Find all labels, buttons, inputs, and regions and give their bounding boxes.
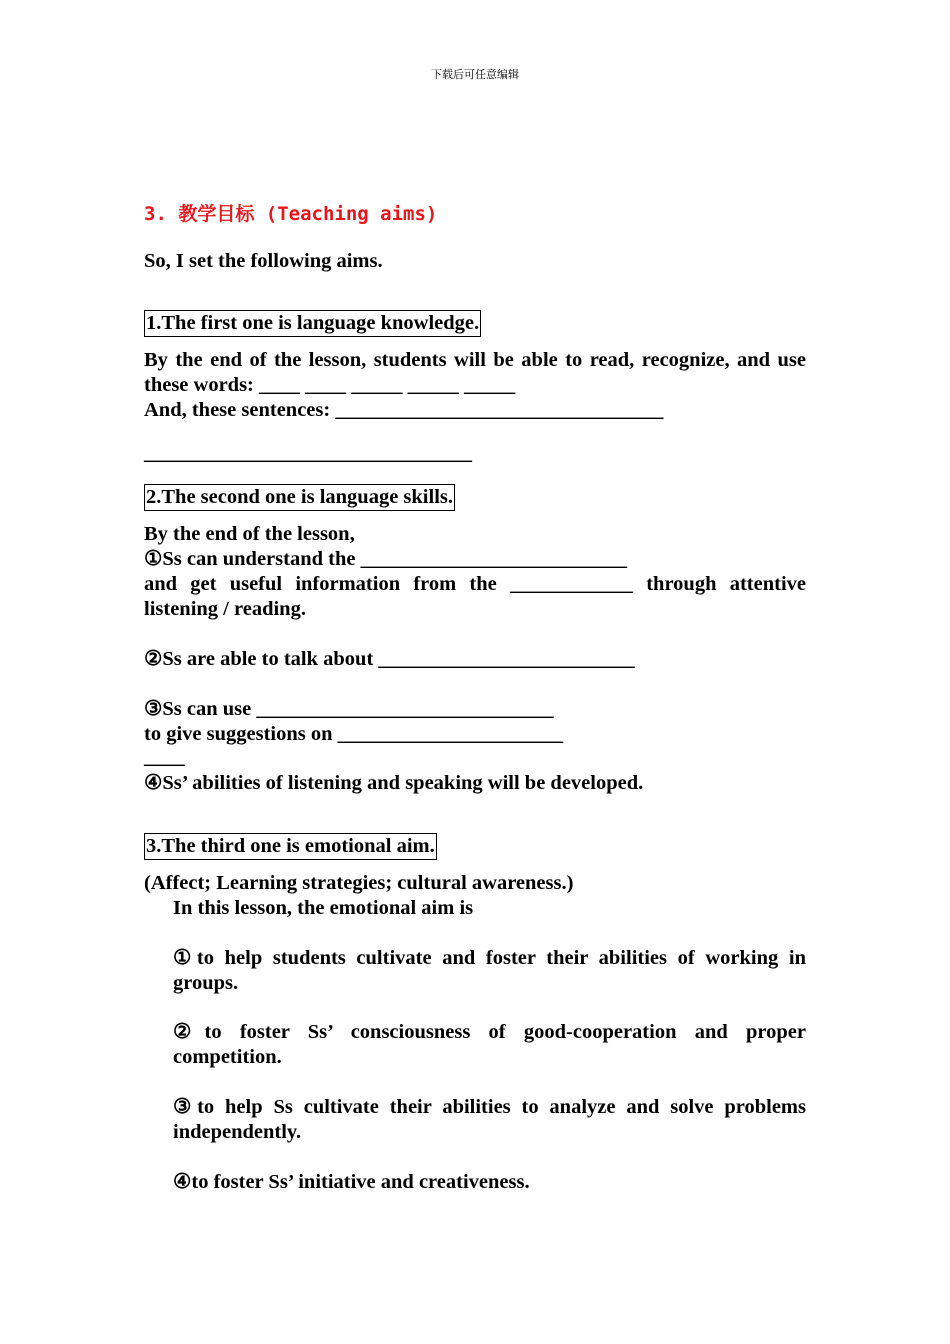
aim3-item4: ④to foster Ss’ initiative and creativeness. [173, 1171, 530, 1193]
aim1-title-box [144, 310, 481, 337]
aim1-body: By the end of the lesson, students will be able to read, recognize, and use these words: ____ ____ _____ _____ _____ [144, 349, 806, 396]
aim2-item3-line1: ③Ss can use _____________________________ [144, 698, 554, 720]
section-title: 3. 教学目标 (Teaching aims) [144, 203, 438, 225]
aim3-subtitle: (Affect; Learning strategies; cultural awareness.) [144, 872, 574, 894]
aim1-sentences: And, these sentences: ________________________________ [144, 399, 664, 421]
aim3-item3: ③to help Ss cultivate their abilities to analyze and solve problems independently. [173, 1096, 806, 1143]
aim3-title: 3.The third one is emotional aim. [144, 833, 437, 860]
page-header: 下载后可任意编辑 [431, 68, 519, 81]
aim3-item2: ②to foster Ss’ consciousness of good-cooperation and proper competition. [173, 1021, 806, 1068]
intro-text: So, I set the following aims. [144, 250, 383, 272]
aim3-lead: In this lesson, the emotional aim is [173, 897, 474, 919]
aim3-item1: ①to help students cultivate and foster their abilities of working in groups. [173, 947, 806, 994]
aim2-item2: ②Ss are able to talk about _________________________ [144, 648, 635, 670]
aim2-title-box [144, 484, 455, 511]
aim2-item3-line2: to give suggestions on ______________________ [144, 723, 564, 745]
aim2-title: 2.The second one is language skills. [144, 484, 455, 511]
aim2-item3-line3: ____ [144, 746, 185, 768]
aim1-title: 1.The first one is language knowledge. [144, 310, 481, 337]
aim2-item1-line1: ①Ss can understand the __________________________ [144, 548, 628, 570]
aim2-item1-line2: and get useful information from the ____________ through attentive listening / reading. [144, 573, 806, 620]
aim2-lead: By the end of the lesson, [144, 523, 355, 545]
aim2-item4: ④Ss’ abilities of listening and speaking will be developed. [144, 772, 644, 794]
aim1-blank-line: ________________________________ [144, 442, 472, 464]
aim3-title-box [144, 833, 437, 860]
